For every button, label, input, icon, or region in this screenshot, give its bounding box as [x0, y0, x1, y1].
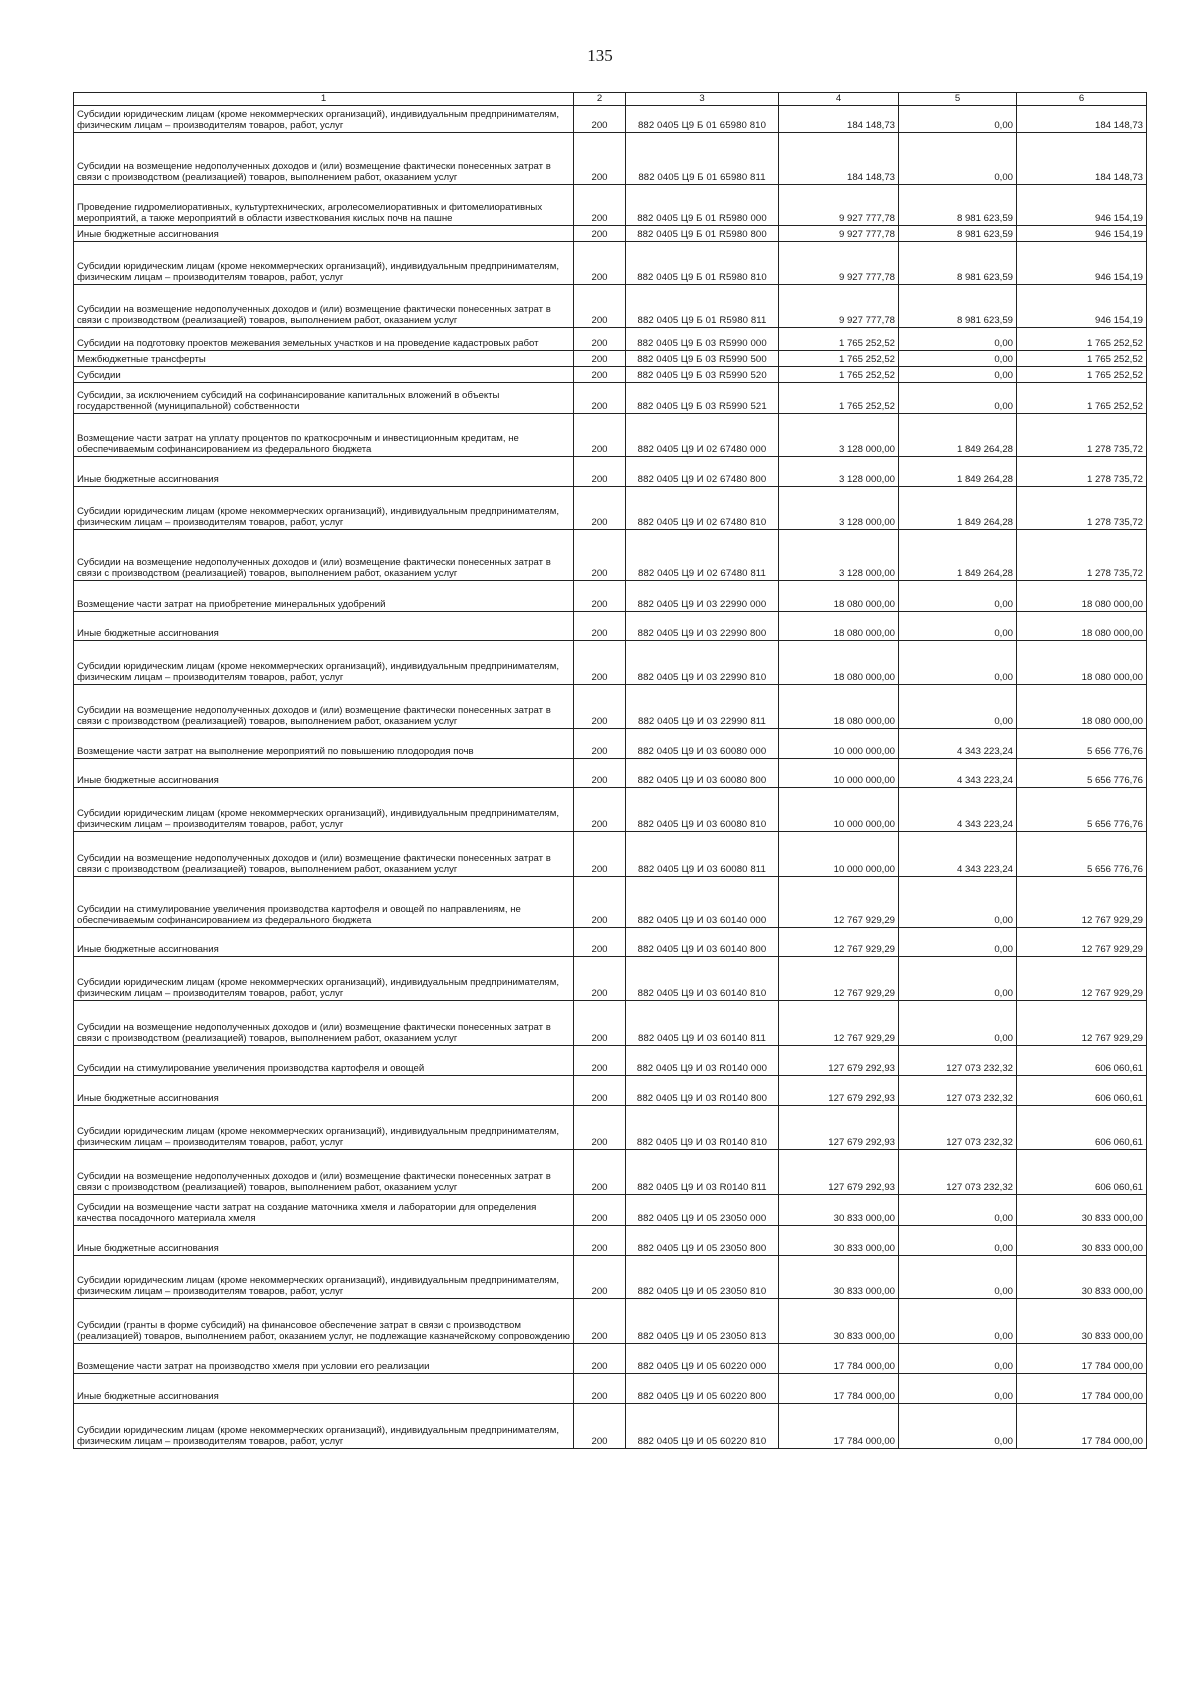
row-description: Субсидии на возмещение недополученных доходов и (или) возмещение фактически понесенных затрат в связи с производством (реализацией) товаров, выполнением работ, оказанием услуг	[74, 530, 574, 581]
row-budget-code: 882 0405 Ц9 И 03 60080 000	[626, 729, 779, 759]
row-description: Субсидии юридическим лицам (кроме некоммерческих организаций), индивидуальным предпринимателям, физическим лицам – производителям товаров, работ, услуг	[74, 957, 574, 1001]
row-budget-code: 882 0405 Ц9 И 05 23050 810	[626, 1256, 779, 1299]
row-value-col6: 946 154,19	[1017, 285, 1147, 328]
row-value-col4: 12 767 929,29	[779, 957, 899, 1001]
row-indicator: 200	[574, 1404, 626, 1449]
table-row	[74, 877, 1147, 928]
row-value-col6: 606 060,61	[1017, 1106, 1147, 1150]
row-value-col6: 1 278 735,72	[1017, 530, 1147, 581]
row-value-col6: 18 080 000,00	[1017, 641, 1147, 685]
row-value-col6: 17 784 000,00	[1017, 1344, 1147, 1374]
row-description: Субсидии, за исключением субсидий на софинансирование капитальных вложений в объекты государственной (муниципальной) собственности	[74, 383, 574, 414]
table-row	[74, 1076, 1147, 1106]
row-indicator: 200	[574, 414, 626, 457]
table-row	[74, 685, 1147, 729]
row-value-col5: 0,00	[899, 581, 1017, 612]
row-indicator: 200	[574, 957, 626, 1001]
row-value-col6: 184 148,73	[1017, 133, 1147, 185]
row-value-col5: 0,00	[899, 1299, 1017, 1344]
row-description: Иные бюджетные ассигнования	[74, 759, 574, 788]
row-value-col4: 1 765 252,52	[779, 367, 899, 383]
row-indicator: 200	[574, 1226, 626, 1256]
row-budget-code: 882 0405 Ц9 И 03 60140 800	[626, 928, 779, 957]
row-value-col6: 606 060,61	[1017, 1076, 1147, 1106]
row-value-col4: 3 128 000,00	[779, 414, 899, 457]
row-budget-code: 882 0405 Ц9 И 03 60140 811	[626, 1001, 779, 1046]
row-description: Субсидии	[74, 367, 574, 383]
row-value-col6: 30 833 000,00	[1017, 1256, 1147, 1299]
row-value-col4: 30 833 000,00	[779, 1256, 899, 1299]
header-col-4: 4	[779, 93, 899, 106]
row-description: Субсидии юридическим лицам (кроме некоммерческих организаций), индивидуальным предпринимателям, физическим лицам – производителям товаров, работ, услуг	[74, 1106, 574, 1150]
table-row	[74, 226, 1147, 242]
row-description: Субсидии юридическим лицам (кроме некоммерческих организаций), индивидуальным предпринимателям, физическим лицам – производителям товаров, работ, услуг	[74, 788, 574, 832]
header-col-6: 6	[1017, 93, 1147, 106]
row-value-col6: 946 154,19	[1017, 226, 1147, 242]
table-row	[74, 487, 1147, 530]
header-col-2: 2	[574, 93, 626, 106]
row-description: Субсидии на возмещение недополученных доходов и (или) возмещение фактически понесенных затрат в связи с производством (реализацией) товаров, выполнением работ, оказанием услуг	[74, 1001, 574, 1046]
row-budget-code: 882 0405 Ц9 И 02 67480 810	[626, 487, 779, 530]
header-col-1: 1	[74, 93, 574, 106]
row-value-col4: 12 767 929,29	[779, 877, 899, 928]
row-value-col6: 17 784 000,00	[1017, 1404, 1147, 1449]
table-row	[74, 1001, 1147, 1046]
table-row	[74, 957, 1147, 1001]
table-row	[74, 328, 1147, 351]
row-description: Субсидии юридическим лицам (кроме некоммерческих организаций), индивидуальным предпринимателям, физическим лицам – производителям товаров, работ, услуг	[74, 106, 574, 133]
row-value-col4: 184 148,73	[779, 133, 899, 185]
row-indicator: 200	[574, 1374, 626, 1404]
table-row	[74, 106, 1147, 133]
row-indicator: 200	[574, 788, 626, 832]
row-description: Субсидии на возмещение недополученных доходов и (или) возмещение фактически понесенных затрат в связи с производством (реализацией) товаров, выполнением работ, оказанием услуг	[74, 1150, 574, 1195]
table-row	[74, 133, 1147, 185]
table-row	[74, 1299, 1147, 1344]
row-budget-code: 882 0405 Ц9 Б 03 R5990 520	[626, 367, 779, 383]
row-indicator: 200	[574, 367, 626, 383]
row-budget-code: 882 0405 Ц9 И 03 60140 000	[626, 877, 779, 928]
row-value-col4: 9 927 777,78	[779, 226, 899, 242]
row-budget-code: 882 0405 Ц9 И 03 R0140 810	[626, 1106, 779, 1150]
row-value-col5: 8 981 623,59	[899, 285, 1017, 328]
row-description: Иные бюджетные ассигнования	[74, 1226, 574, 1256]
row-indicator: 200	[574, 351, 626, 367]
row-budget-code: 882 0405 Ц9 И 03 22990 811	[626, 685, 779, 729]
table-row	[74, 759, 1147, 788]
table-row	[74, 242, 1147, 285]
row-value-col5: 1 849 264,28	[899, 457, 1017, 487]
page-number: 135	[587, 46, 613, 65]
table-row	[74, 351, 1147, 367]
row-value-col6: 1 765 252,52	[1017, 351, 1147, 367]
row-value-col4: 127 679 292,93	[779, 1076, 899, 1106]
row-value-col6: 12 767 929,29	[1017, 1001, 1147, 1046]
row-description: Субсидии (гранты в форме субсидий) на финансовое обеспечение затрат в связи с производством (реализацией) товаров, выполнением работ, оказанием услуг, не подлежащие казначейскому сопровождению	[74, 1299, 574, 1344]
row-value-col5: 127 073 232,32	[899, 1046, 1017, 1076]
row-value-col4: 17 784 000,00	[779, 1344, 899, 1374]
row-budget-code: 882 0405 Ц9 Б 01 R5980 811	[626, 285, 779, 328]
table-row	[74, 383, 1147, 414]
row-description: Возмещение части затрат на приобретение минеральных удобрений	[74, 581, 574, 612]
table-row	[74, 1195, 1147, 1226]
row-indicator: 200	[574, 383, 626, 414]
row-budget-code: 882 0405 Ц9 И 05 23050 800	[626, 1226, 779, 1256]
table-row	[74, 832, 1147, 877]
row-value-col6: 12 767 929,29	[1017, 877, 1147, 928]
row-value-col4: 10 000 000,00	[779, 759, 899, 788]
row-indicator: 200	[574, 185, 626, 226]
row-value-col6: 30 833 000,00	[1017, 1195, 1147, 1226]
row-value-col4: 18 080 000,00	[779, 641, 899, 685]
row-description: Иные бюджетные ассигнования	[74, 457, 574, 487]
row-value-col4: 10 000 000,00	[779, 832, 899, 877]
row-value-col5: 1 849 264,28	[899, 487, 1017, 530]
row-indicator: 200	[574, 487, 626, 530]
row-value-col6: 17 784 000,00	[1017, 1374, 1147, 1404]
row-budget-code: 882 0405 Ц9 И 03 R0140 811	[626, 1150, 779, 1195]
row-value-col6: 606 060,61	[1017, 1046, 1147, 1076]
row-value-col5: 0,00	[899, 641, 1017, 685]
row-value-col5: 0,00	[899, 1374, 1017, 1404]
row-value-col5: 0,00	[899, 383, 1017, 414]
row-budget-code: 882 0405 Ц9 И 03 60080 800	[626, 759, 779, 788]
row-indicator: 200	[574, 133, 626, 185]
row-description: Проведение гидромелиоративных, культуртехнических, агролесомелиоративных и фитомелиоративных мероприятий, а также мероприятий в области известкования кислых почв на пашне	[74, 185, 574, 226]
row-value-col4: 18 080 000,00	[779, 612, 899, 641]
row-indicator: 200	[574, 530, 626, 581]
row-value-col5: 0,00	[899, 612, 1017, 641]
row-description: Субсидии на стимулирование увеличения производства картофеля и овощей по направлениям, не обеспечиваемым софинансированием из федерального бюджета	[74, 877, 574, 928]
row-indicator: 200	[574, 1344, 626, 1374]
row-description: Субсидии на возмещение части затрат на создание маточника хмеля и лаборатории для определения качества посадочного материала хмеля	[74, 1195, 574, 1226]
table-row	[74, 1256, 1147, 1299]
row-value-col5: 0,00	[899, 877, 1017, 928]
row-budget-code: 882 0405 Ц9 Б 03 R5990 521	[626, 383, 779, 414]
table-row	[74, 185, 1147, 226]
row-value-col4: 10 000 000,00	[779, 729, 899, 759]
row-indicator: 200	[574, 328, 626, 351]
row-value-col6: 946 154,19	[1017, 185, 1147, 226]
row-value-col5: 0,00	[899, 1226, 1017, 1256]
row-value-col6: 946 154,19	[1017, 242, 1147, 285]
row-indicator: 200	[574, 1001, 626, 1046]
table-row	[74, 1226, 1147, 1256]
row-value-col4: 127 679 292,93	[779, 1106, 899, 1150]
row-indicator: 200	[574, 928, 626, 957]
row-indicator: 200	[574, 729, 626, 759]
row-value-col5: 127 073 232,32	[899, 1076, 1017, 1106]
row-description: Иные бюджетные ассигнования	[74, 1374, 574, 1404]
row-budget-code: 882 0405 Ц9 Б 03 R5990 500	[626, 351, 779, 367]
row-value-col5: 1 849 264,28	[899, 414, 1017, 457]
header-col-3: 3	[626, 93, 779, 106]
row-value-col6: 18 080 000,00	[1017, 581, 1147, 612]
row-indicator: 200	[574, 685, 626, 729]
header-col-5: 5	[899, 93, 1017, 106]
row-value-col4: 1 765 252,52	[779, 328, 899, 351]
row-value-col5: 4 343 223,24	[899, 832, 1017, 877]
row-budget-code: 882 0405 Ц9 Б 01 65980 811	[626, 133, 779, 185]
row-budget-code: 882 0405 Ц9 И 03 R0140 000	[626, 1046, 779, 1076]
row-value-col5: 8 981 623,59	[899, 226, 1017, 242]
table-row	[74, 285, 1147, 328]
row-value-col4: 12 767 929,29	[779, 1001, 899, 1046]
row-value-col4: 9 927 777,78	[779, 242, 899, 285]
row-value-col6: 1 765 252,52	[1017, 383, 1147, 414]
row-value-col6: 5 656 776,76	[1017, 788, 1147, 832]
row-indicator: 200	[574, 581, 626, 612]
row-description: Возмещение части затрат на производство хмеля при условии его реализации	[74, 1344, 574, 1374]
row-value-col6: 18 080 000,00	[1017, 685, 1147, 729]
row-value-col6: 5 656 776,76	[1017, 832, 1147, 877]
row-value-col6: 18 080 000,00	[1017, 612, 1147, 641]
row-value-col6: 606 060,61	[1017, 1150, 1147, 1195]
table-row	[74, 788, 1147, 832]
row-value-col5: 8 981 623,59	[899, 185, 1017, 226]
table-row	[74, 1374, 1147, 1404]
row-indicator: 200	[574, 226, 626, 242]
row-budget-code: 882 0405 Ц9 И 05 60220 810	[626, 1404, 779, 1449]
row-value-col4: 12 767 929,29	[779, 928, 899, 957]
row-description: Субсидии на возмещение недополученных доходов и (или) возмещение фактически понесенных затрат в связи с производством (реализацией) товаров, выполнением работ, оказанием услуг	[74, 685, 574, 729]
row-indicator: 200	[574, 106, 626, 133]
row-description: Иные бюджетные ассигнования	[74, 612, 574, 641]
table-row	[74, 367, 1147, 383]
row-description: Субсидии на возмещение недополученных доходов и (или) возмещение фактически понесенных затрат в связи с производством (реализацией) товаров, выполнением работ, оказанием услуг	[74, 133, 574, 185]
row-description: Субсидии на подготовку проектов межевания земельных участков и на проведение кадастровых работ	[74, 328, 574, 351]
table-row	[74, 1150, 1147, 1195]
row-value-col6: 30 833 000,00	[1017, 1226, 1147, 1256]
row-indicator: 200	[574, 612, 626, 641]
row-indicator: 200	[574, 1150, 626, 1195]
row-indicator: 200	[574, 1046, 626, 1076]
row-budget-code: 882 0405 Ц9 И 03 60080 810	[626, 788, 779, 832]
row-value-col4: 30 833 000,00	[779, 1299, 899, 1344]
row-value-col4: 30 833 000,00	[779, 1195, 899, 1226]
row-value-col5: 0,00	[899, 957, 1017, 1001]
row-value-col4: 127 679 292,93	[779, 1150, 899, 1195]
row-value-col4: 1 765 252,52	[779, 383, 899, 414]
row-budget-code: 882 0405 Ц9 И 05 60220 800	[626, 1374, 779, 1404]
row-budget-code: 882 0405 Ц9 И 05 23050 000	[626, 1195, 779, 1226]
table-row	[74, 530, 1147, 581]
row-value-col5: 0,00	[899, 133, 1017, 185]
row-value-col4: 3 128 000,00	[779, 487, 899, 530]
row-description: Субсидии юридическим лицам (кроме некоммерческих организаций), индивидуальным предпринимателям, физическим лицам – производителям товаров, работ, услуг	[74, 487, 574, 530]
row-value-col6: 5 656 776,76	[1017, 729, 1147, 759]
row-description: Возмещение части затрат на уплату процентов по краткосрочным и инвестиционным кредитам, не обеспечиваемым софинансированием из федерального бюджета	[74, 414, 574, 457]
row-value-col5: 0,00	[899, 1256, 1017, 1299]
table-row	[74, 612, 1147, 641]
row-value-col4: 3 128 000,00	[779, 457, 899, 487]
row-budget-code: 882 0405 Ц9 И 03 22990 800	[626, 612, 779, 641]
row-value-col6: 184 148,73	[1017, 106, 1147, 133]
row-budget-code: 882 0405 Ц9 И 02 67480 800	[626, 457, 779, 487]
row-indicator: 200	[574, 1195, 626, 1226]
row-budget-code: 882 0405 Ц9 И 02 67480 811	[626, 530, 779, 581]
row-value-col5: 0,00	[899, 367, 1017, 383]
table-row	[74, 641, 1147, 685]
row-value-col6: 12 767 929,29	[1017, 957, 1147, 1001]
row-value-col4: 10 000 000,00	[779, 788, 899, 832]
row-budget-code: 882 0405 Ц9 Б 01 R5980 000	[626, 185, 779, 226]
table-row	[74, 928, 1147, 957]
row-indicator: 200	[574, 759, 626, 788]
row-description: Межбюджетные трансферты	[74, 351, 574, 367]
row-indicator: 200	[574, 457, 626, 487]
row-value-col4: 9 927 777,78	[779, 185, 899, 226]
row-indicator: 200	[574, 877, 626, 928]
row-value-col5: 127 073 232,32	[899, 1150, 1017, 1195]
table-row	[74, 729, 1147, 759]
row-value-col5: 0,00	[899, 106, 1017, 133]
row-value-col6: 5 656 776,76	[1017, 759, 1147, 788]
row-value-col4: 184 148,73	[779, 106, 899, 133]
row-value-col5: 0,00	[899, 928, 1017, 957]
row-budget-code: 882 0405 Ц9 И 03 22990 810	[626, 641, 779, 685]
row-description: Субсидии юридическим лицам (кроме некоммерческих организаций), индивидуальным предпринимателям, физическим лицам – производителям товаров, работ, услуг	[74, 641, 574, 685]
row-value-col4: 1 765 252,52	[779, 351, 899, 367]
row-value-col4: 18 080 000,00	[779, 581, 899, 612]
row-value-col6: 1 278 735,72	[1017, 414, 1147, 457]
row-value-col5: 127 073 232,32	[899, 1106, 1017, 1150]
row-value-col5: 0,00	[899, 1195, 1017, 1226]
row-indicator: 200	[574, 1106, 626, 1150]
row-description: Субсидии юридическим лицам (кроме некоммерческих организаций), индивидуальным предпринимателям, физическим лицам – производителям товаров, работ, услуг	[74, 1404, 574, 1449]
table-row	[74, 1344, 1147, 1374]
row-description: Иные бюджетные ассигнования	[74, 928, 574, 957]
row-value-col5: 0,00	[899, 351, 1017, 367]
row-value-col6: 1 765 252,52	[1017, 367, 1147, 383]
row-description: Иные бюджетные ассигнования	[74, 1076, 574, 1106]
row-value-col4: 17 784 000,00	[779, 1404, 899, 1449]
row-budget-code: 882 0405 Ц9 И 03 60140 810	[626, 957, 779, 1001]
row-budget-code: 882 0405 Ц9 И 05 23050 813	[626, 1299, 779, 1344]
row-description: Субсидии на возмещение недополученных доходов и (или) возмещение фактически понесенных затрат в связи с производством (реализацией) товаров, выполнением работ, оказанием услуг	[74, 832, 574, 877]
row-budget-code: 882 0405 Ц9 Б 01 65980 810	[626, 106, 779, 133]
row-budget-code: 882 0405 Ц9 Б 03 R5990 000	[626, 328, 779, 351]
row-value-col4: 3 128 000,00	[779, 530, 899, 581]
row-value-col4: 30 833 000,00	[779, 1226, 899, 1256]
row-description: Субсидии юридическим лицам (кроме некоммерческих организаций), индивидуальным предпринимателям, физическим лицам – производителям товаров, работ, услуг	[74, 1256, 574, 1299]
row-value-col4: 18 080 000,00	[779, 685, 899, 729]
row-value-col4: 9 927 777,78	[779, 285, 899, 328]
table-body	[74, 93, 1147, 1449]
row-value-col5: 0,00	[899, 1344, 1017, 1374]
row-value-col6: 1 765 252,52	[1017, 328, 1147, 351]
row-value-col5: 0,00	[899, 685, 1017, 729]
row-indicator: 200	[574, 1076, 626, 1106]
row-indicator: 200	[574, 1256, 626, 1299]
row-value-col6: 1 278 735,72	[1017, 457, 1147, 487]
row-value-col6: 1 278 735,72	[1017, 487, 1147, 530]
row-value-col5: 0,00	[899, 1404, 1017, 1449]
table-row	[74, 1106, 1147, 1150]
row-indicator: 200	[574, 1299, 626, 1344]
row-value-col4: 127 679 292,93	[779, 1046, 899, 1076]
row-description: Субсидии на стимулирование увеличения производства картофеля и овощей	[74, 1046, 574, 1076]
table-row	[74, 1404, 1147, 1449]
table-row	[74, 581, 1147, 612]
row-description: Субсидии юридическим лицам (кроме некоммерческих организаций), индивидуальным предпринимателям, физическим лицам – производителям товаров, работ, услуг	[74, 242, 574, 285]
row-indicator: 200	[574, 242, 626, 285]
row-value-col4: 17 784 000,00	[779, 1374, 899, 1404]
row-indicator: 200	[574, 641, 626, 685]
row-budget-code: 882 0405 Ц9 И 02 67480 000	[626, 414, 779, 457]
row-value-col5: 1 849 264,28	[899, 530, 1017, 581]
row-value-col5: 8 981 623,59	[899, 242, 1017, 285]
row-description: Возмещение части затрат на выполнение мероприятий по повышению плодородия почв	[74, 729, 574, 759]
row-value-col5: 4 343 223,24	[899, 729, 1017, 759]
row-budget-code: 882 0405 Ц9 Б 01 R5980 800	[626, 226, 779, 242]
row-description: Иные бюджетные ассигнования	[74, 226, 574, 242]
row-value-col5: 4 343 223,24	[899, 759, 1017, 788]
row-indicator: 200	[574, 832, 626, 877]
row-value-col5: 0,00	[899, 328, 1017, 351]
budget-table	[73, 92, 1147, 1449]
row-indicator: 200	[574, 285, 626, 328]
row-value-col6: 30 833 000,00	[1017, 1299, 1147, 1344]
row-budget-code: 882 0405 Ц9 И 03 22990 000	[626, 581, 779, 612]
row-budget-code: 882 0405 Ц9 И 03 60080 811	[626, 832, 779, 877]
table-row	[74, 457, 1147, 487]
table-row	[74, 1046, 1147, 1076]
table-header-row	[74, 93, 1147, 106]
row-value-col5: 0,00	[899, 1001, 1017, 1046]
row-budget-code: 882 0405 Ц9 И 05 60220 000	[626, 1344, 779, 1374]
table-row	[74, 414, 1147, 457]
row-value-col6: 12 767 929,29	[1017, 928, 1147, 957]
row-description: Субсидии на возмещение недополученных доходов и (или) возмещение фактически понесенных затрат в связи с производством (реализацией) товаров, выполнением работ, оказанием услуг	[74, 285, 574, 328]
row-budget-code: 882 0405 Ц9 Б 01 R5980 810	[626, 242, 779, 285]
row-value-col5: 4 343 223,24	[899, 788, 1017, 832]
row-budget-code: 882 0405 Ц9 И 03 R0140 800	[626, 1076, 779, 1106]
